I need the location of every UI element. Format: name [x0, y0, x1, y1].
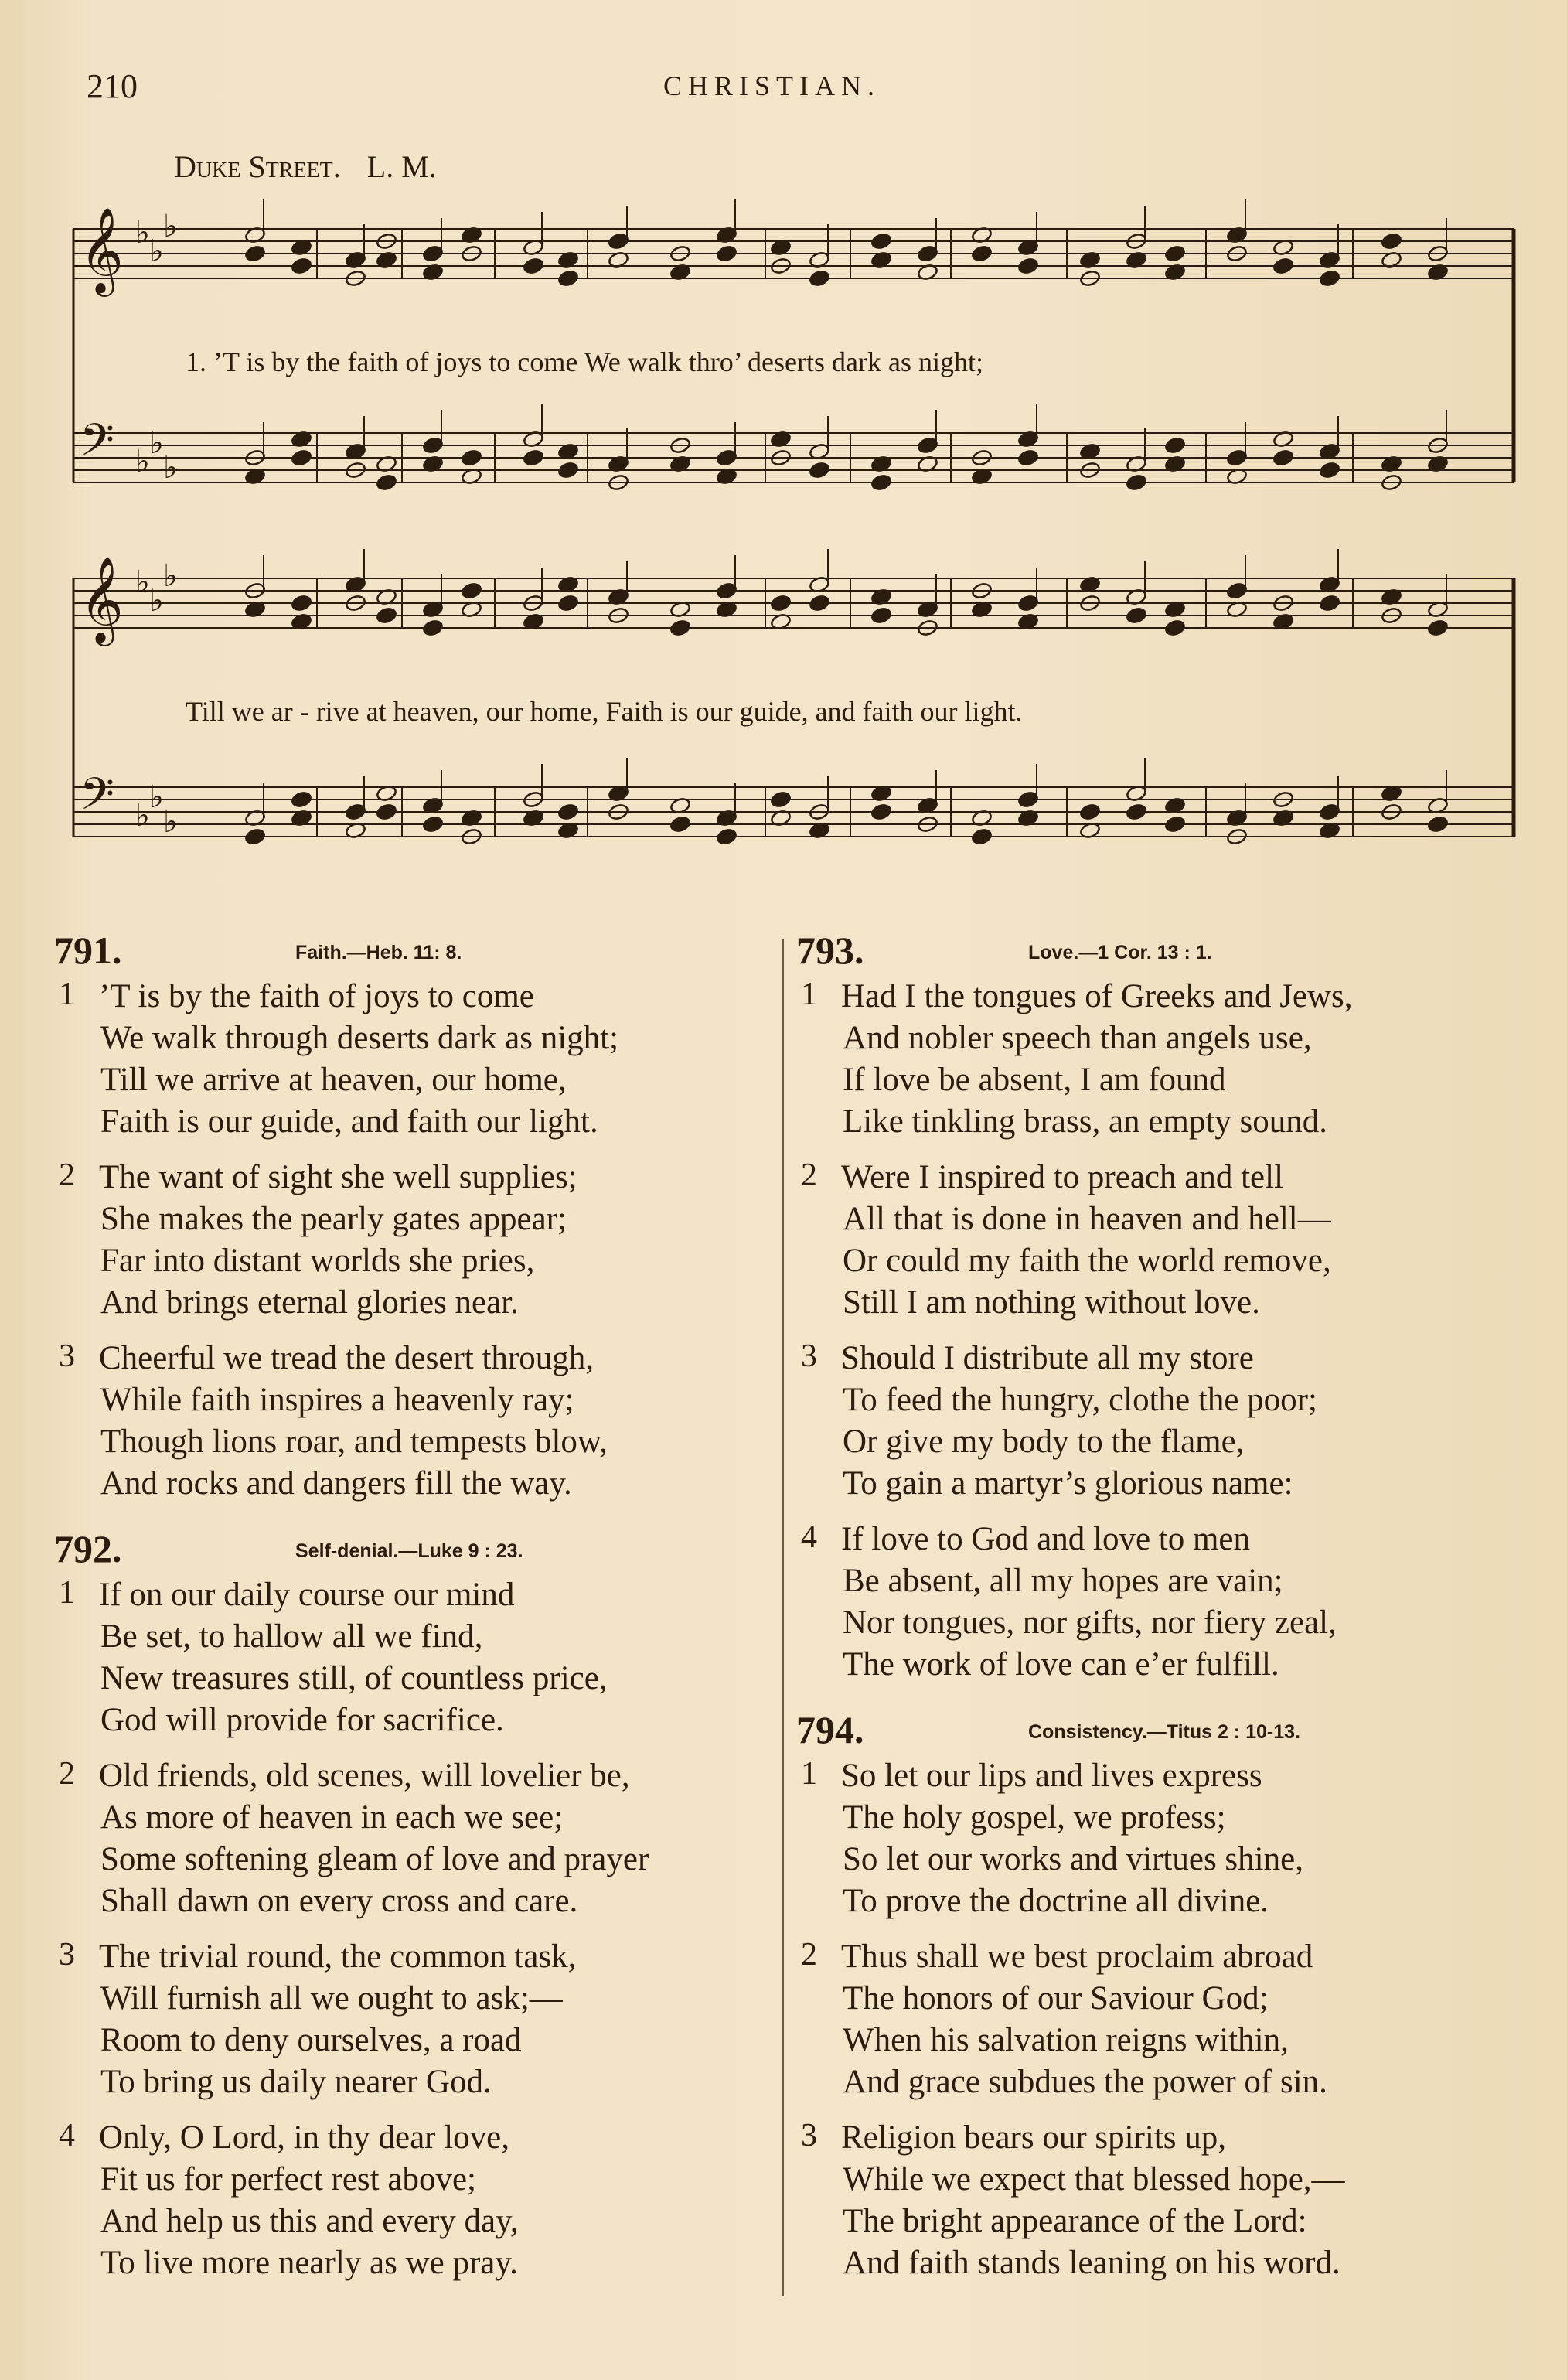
verse — [796, 1338, 1538, 1505]
hymn-heading — [54, 928, 796, 976]
verse-line: So let our works and virtues shine, — [843, 1841, 1303, 1877]
verse-number: 2 — [801, 1937, 817, 1973]
verse-number: 1 — [801, 1756, 817, 1792]
verse-line: To prove the doctrine all divine. — [843, 1883, 1269, 1919]
note-head — [1381, 232, 1402, 250]
verse-line: Nor tongues, nor gifts, nor fiery zeal, — [843, 1604, 1337, 1641]
score-lyric-line — [186, 696, 1023, 727]
note-head — [376, 803, 397, 820]
verse-number: 2 — [59, 1158, 75, 1193]
verse-line: Shall dawn on every cross and care. — [100, 1883, 578, 1919]
verse-number: 3 — [801, 1338, 817, 1374]
verse-line: Had I the tongues of Greeks and Jews, — [841, 978, 1353, 1014]
verse-line: To feed the hungry, clothe the poor; — [843, 1382, 1317, 1418]
note-head — [1319, 461, 1340, 479]
flat-icon: ♭ — [135, 215, 150, 251]
verse-line: New treasures still, of countless price, — [100, 1660, 608, 1696]
verse-line: Be set, to hallow all we find, — [100, 1618, 483, 1655]
note-head — [971, 827, 993, 845]
note-head — [669, 815, 691, 833]
verse — [796, 976, 1538, 1143]
note-head — [809, 594, 830, 612]
note-head — [1017, 448, 1039, 466]
verse-line: Should I distribute all my store — [841, 1340, 1254, 1376]
verse-line: To live more nearly as we pray. — [100, 2245, 518, 2281]
note-head — [809, 461, 830, 479]
note-head — [1226, 448, 1248, 466]
right-column — [796, 928, 1538, 2306]
verse-line: The bright appearance of the Lord: — [843, 2203, 1307, 2239]
verse — [796, 1936, 1538, 2103]
note-head — [870, 606, 892, 624]
note-head — [1226, 581, 1248, 599]
hymn-heading — [796, 928, 1538, 976]
note-head — [1126, 473, 1147, 491]
note-head — [608, 232, 629, 250]
lyric-syllable: light. — [964, 696, 1023, 727]
lyric-syllable: joys — [435, 346, 489, 377]
verse — [796, 1519, 1538, 1686]
lyric-syllable: of — [405, 346, 436, 377]
verse-number: 2 — [59, 1756, 75, 1792]
verse — [54, 1338, 796, 1505]
lyric-syllable: come — [517, 346, 584, 377]
note-head — [716, 581, 738, 599]
music-score — [0, 0, 1567, 912]
note-head — [1427, 619, 1449, 636]
verse-line: While we expect that blessed hope,— — [843, 2161, 1345, 2198]
verse-line: Or give my body to the flame, — [843, 1424, 1245, 1460]
hymn-heading — [54, 1526, 796, 1574]
verse-line: ’T is by the faith of joys to come — [99, 978, 534, 1014]
note-head — [422, 244, 444, 262]
note-head — [422, 619, 444, 636]
flat-icon: ♭ — [163, 558, 178, 594]
verse — [796, 1157, 1538, 1324]
flat-icon: ♭ — [149, 234, 164, 269]
lyric-syllable: and faith our — [815, 696, 965, 727]
verse-line: Be absent, all my hopes are vain; — [843, 1563, 1283, 1599]
verse-number: 3 — [801, 2118, 817, 2153]
note-head — [809, 269, 830, 287]
left-column — [54, 928, 796, 2306]
verse-line: When his salvation reigns within, — [843, 2022, 1289, 2058]
lyric-syllable: night; — [918, 346, 983, 377]
flat-icon: ♭ — [149, 583, 164, 619]
note-head — [1164, 619, 1186, 636]
lyric-syllable: is — [669, 696, 696, 727]
note-head — [1126, 606, 1147, 624]
note-head — [1079, 803, 1101, 820]
verse-line: Fit us for perfect rest above; — [100, 2161, 476, 2198]
verse — [796, 1755, 1538, 1922]
lyric-syllable: by the — [271, 346, 348, 377]
hymn-topic: Self-denial.—Luke 9 : 23. — [295, 1540, 523, 1562]
hymn — [54, 1526, 796, 2284]
note-head — [716, 244, 738, 262]
verse-lines — [99, 1338, 608, 1505]
verse-line: Room to deny ourselves, a road — [100, 2022, 522, 2058]
note-head — [1272, 448, 1294, 466]
lyric-syllable: We — [584, 346, 628, 377]
verse-line: The holy gospel, we profess; — [843, 1799, 1226, 1836]
verse-line: God will provide for sacrifice. — [100, 1702, 504, 1738]
lyric-syllable: faith — [347, 346, 406, 377]
verse-line: If love be absent, I am found — [843, 1062, 1226, 1098]
verse — [796, 2117, 1538, 2284]
flat-icon: ♭ — [135, 564, 150, 600]
note-head — [870, 803, 892, 820]
verse-line: Or could my faith the world remove, — [843, 1243, 1331, 1279]
hymn — [796, 1707, 1538, 2284]
note-head — [461, 448, 482, 466]
note-head — [376, 473, 397, 491]
note-head — [1427, 815, 1449, 833]
verse-line: The trivial round, the common task, — [99, 1938, 577, 1975]
verse-line: Some softening gleam of love and prayer — [100, 1841, 649, 1877]
verse-lines — [99, 1157, 577, 1324]
verse-lines — [841, 1519, 1337, 1686]
verse-lines — [841, 2117, 1345, 2284]
lyric-syllable: rive — [315, 696, 366, 727]
hymn — [54, 928, 796, 1505]
hymn-heading — [796, 1707, 1538, 1755]
note-head — [422, 436, 444, 454]
verse-lines — [99, 976, 618, 1143]
verse-number: 4 — [59, 2118, 75, 2153]
verse-line: Will furnish all we ought to ask;— — [100, 1980, 563, 2017]
flat-icon: ♭ — [163, 804, 178, 840]
verse — [54, 1936, 796, 2103]
verse-number: 1 — [59, 977, 75, 1012]
verse-lines — [841, 1755, 1303, 1922]
verse-line: Still I am nothing without love. — [843, 1284, 1260, 1321]
verse-line: Religion bears our spirits up, — [841, 2119, 1227, 2156]
note-head — [376, 606, 397, 624]
lyric-syllable: deserts — [748, 346, 832, 377]
verse-line: If love to God and love to men — [841, 1521, 1251, 1557]
note-head — [1164, 244, 1186, 262]
note-head — [523, 257, 544, 274]
verse-line: While faith inspires a heavenly ray; — [100, 1382, 574, 1418]
lyric-syllable: 1. ’T is — [186, 346, 272, 377]
verse-line: Like tinkling brass, an empty sound. — [843, 1103, 1328, 1140]
note-head — [1319, 803, 1340, 820]
verse-line: And brings eternal glories near. — [100, 1284, 519, 1321]
tune-name: Duke Street. — [174, 149, 341, 184]
hymn-number: 794. — [796, 1708, 864, 1751]
flat-icon: ♭ — [135, 444, 150, 479]
bass-clef-icon: 𝄢 — [80, 414, 115, 477]
lyric-syllable: - — [299, 696, 316, 727]
note-head — [1164, 436, 1186, 454]
lyric-syllable: dark — [832, 346, 888, 377]
verse-line: She makes the pearly gates appear; — [100, 1201, 567, 1237]
note-head — [1164, 815, 1186, 833]
flat-icon: ♭ — [163, 209, 178, 244]
lyric-syllable: home, — [530, 696, 606, 727]
note-head — [716, 448, 738, 466]
note-head — [870, 232, 892, 250]
note-head — [669, 619, 691, 636]
verse-line: And rocks and dangers fill the way. — [100, 1465, 572, 1502]
hymn — [796, 928, 1538, 1686]
verse-line: To gain a martyr’s glorious name: — [843, 1465, 1293, 1502]
verse-lines — [99, 1755, 649, 1922]
lyric-syllable: our — [695, 696, 740, 727]
verse-line: To bring us daily nearer God. — [100, 2064, 492, 2100]
verse-line: Only, O Lord, in thy dear love, — [99, 2119, 510, 2156]
hymn-number: 792. — [54, 1527, 122, 1570]
verse-lines — [841, 1338, 1317, 1505]
verse-line: We walk through deserts dark as night; — [100, 1020, 619, 1056]
verse — [54, 1574, 796, 1741]
verse-number: 4 — [801, 1519, 817, 1555]
note-head — [422, 815, 444, 833]
verse — [54, 1157, 796, 1324]
note-head — [716, 827, 738, 845]
note-head — [971, 244, 993, 262]
verse — [54, 2117, 796, 2284]
verse-line: Cheerful we tread the desert through, — [99, 1340, 594, 1376]
lyric-syllable: Faith — [605, 696, 670, 727]
verse-line: So let our lips and lives express — [841, 1758, 1262, 1794]
note-head — [1017, 790, 1039, 808]
note-head — [1319, 269, 1340, 287]
flat-icon: ♭ — [149, 425, 164, 461]
verse-lines — [841, 976, 1353, 1143]
hymn-number: 791. — [54, 929, 122, 972]
verse-line: Far into distant worlds she pries, — [100, 1243, 535, 1279]
verse-line: Thus shall we best proclaim abroad — [841, 1938, 1313, 1975]
treble-clef-icon: 𝄞 — [80, 206, 124, 293]
running-head: CHRISTIAN. — [663, 70, 881, 101]
verse-lines — [841, 1936, 1327, 2103]
verse-line: If on our daily course our mind — [99, 1577, 515, 1613]
verse-line: And nobler speech than angels use, — [843, 1020, 1312, 1056]
note-head — [523, 448, 544, 466]
verse-line: And grace subdues the power of sin. — [843, 2064, 1327, 2100]
verse-line: All that is done in heaven and hell— — [843, 1201, 1331, 1237]
verse-line: The work of love can e’er fulfill. — [843, 1646, 1279, 1683]
verse-number: 3 — [59, 1338, 75, 1374]
note-head — [770, 594, 792, 612]
score-lyric-line — [186, 346, 983, 377]
verse-line: And help us this and every day, — [100, 2203, 519, 2239]
note-head — [291, 594, 312, 612]
verse-number: 3 — [59, 1937, 75, 1973]
hymn-topic: Love.—1 Cor. 13 : 1. — [1028, 942, 1212, 963]
flat-icon: ♭ — [163, 450, 178, 486]
verse — [54, 1755, 796, 1922]
verse-number: 1 — [59, 1575, 75, 1611]
hymn-number: 793. — [796, 929, 864, 972]
verse-line: Though lions roar, and tempests blow, — [100, 1424, 608, 1460]
verse-line: And faith stands leaning on his word. — [843, 2245, 1340, 2281]
lyric-syllable: we ar — [231, 696, 300, 727]
note-head — [557, 594, 579, 612]
note-head — [870, 473, 892, 491]
lyric-syllable: Till — [186, 696, 232, 727]
note-head — [770, 790, 792, 808]
verse-line: The want of sight she well supplies; — [99, 1159, 577, 1195]
verse — [54, 976, 796, 1143]
verse-lines — [99, 1936, 576, 2103]
note-head — [1017, 257, 1039, 274]
hymn-topic: Consistency.—Titus 2 : 10-13. — [1028, 1721, 1300, 1743]
note-head — [557, 269, 579, 287]
flat-icon: ♭ — [149, 779, 164, 815]
lyric-syllable: heaven, our — [393, 696, 530, 727]
lyric-syllable: at — [366, 696, 393, 727]
lyric-syllable: as — [887, 346, 918, 377]
lyric-syllable: walk thro’ — [627, 346, 748, 377]
note-head — [291, 790, 312, 808]
lyric-syllable: guide, — [739, 696, 816, 727]
verse-line: Till we arrive at heaven, our home, — [100, 1062, 567, 1098]
verse-lines — [99, 2117, 519, 2284]
verse-line: Were I inspired to preach and tell — [841, 1159, 1284, 1195]
note-head — [917, 244, 938, 262]
note-head — [461, 581, 482, 599]
verse-line: Faith is our guide, and faith our light. — [100, 1103, 598, 1140]
verse-number: 1 — [801, 977, 817, 1012]
verse-line: Old friends, old scenes, will lovelier be, — [99, 1758, 630, 1794]
note-head — [1319, 594, 1340, 612]
flat-icon: ♭ — [135, 798, 150, 834]
tune-meter: L. M. — [366, 149, 437, 184]
verse-lines — [99, 1574, 608, 1741]
note-head — [557, 803, 579, 820]
note-head — [244, 244, 266, 262]
treble-clef-icon: 𝄞 — [80, 556, 124, 643]
verse-number: 2 — [801, 1158, 817, 1193]
verse-lines — [841, 1157, 1331, 1324]
note-head — [917, 436, 938, 454]
lyric-syllable: to — [489, 346, 518, 377]
note-head — [1017, 594, 1039, 612]
note-head — [557, 461, 579, 479]
note-head — [244, 827, 266, 845]
hymn-topic: Faith.—Heb. 11: 8. — [295, 942, 462, 963]
note-head — [291, 448, 312, 466]
verse-line: As more of heaven in each we see; — [100, 1799, 564, 1836]
bass-clef-icon: 𝄢 — [80, 768, 115, 831]
note-head — [1272, 257, 1294, 274]
page-number: 210 — [87, 67, 138, 105]
note-head — [345, 803, 366, 820]
note-head — [291, 257, 312, 274]
note-head — [1126, 803, 1147, 820]
verse-line: The honors of our Saviour God; — [843, 1980, 1269, 2017]
